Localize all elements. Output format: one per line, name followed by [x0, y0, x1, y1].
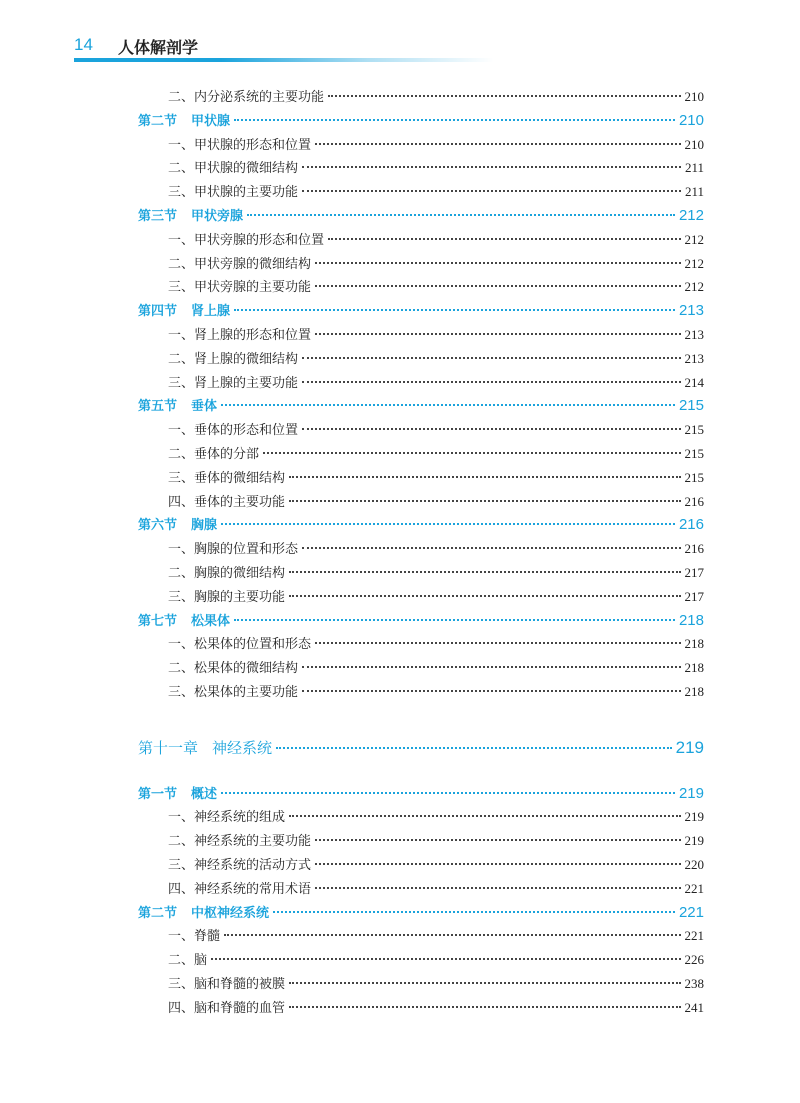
toc-entry[interactable] — [168, 491, 704, 510]
toc-entry[interactable] — [168, 348, 704, 367]
toc-entry[interactable] — [168, 806, 704, 825]
toc-entry[interactable] — [168, 276, 704, 295]
toc-label: 二、神经系统的主要功能 — [168, 834, 312, 850]
header-rule — [74, 58, 494, 62]
toc-section[interactable] — [138, 610, 704, 629]
dot-leader — [273, 911, 675, 913]
toc-label: 一、肾上腺的形态和位置 — [168, 328, 312, 343]
toc-chapter[interactable] — [138, 737, 704, 758]
toc-title: 甲状旁腺 — [191, 209, 244, 224]
dot-leader — [263, 452, 680, 454]
dot-leader — [289, 815, 680, 817]
toc-label: 三、神经系统的活动方式 — [168, 858, 312, 873]
toc-entry[interactable] — [168, 324, 704, 343]
toc-label: 四、神经系统的常用术语 — [168, 881, 312, 897]
dot-leader — [289, 476, 680, 478]
dot-leader — [289, 595, 680, 597]
toc-label — [138, 514, 217, 533]
toc-number: 第五节 — [138, 399, 178, 415]
dot-leader — [302, 666, 680, 668]
toc-page-number: 213 — [684, 327, 704, 342]
toc-number: 第二节 — [138, 113, 178, 129]
book-title: 人体解剖学 — [118, 38, 199, 57]
toc-label: 二、脑 — [168, 953, 208, 969]
toc-page-number: 210 — [684, 136, 704, 152]
toc-page-number: 217 — [684, 565, 704, 580]
toc-page-number: 221 — [684, 928, 704, 944]
toc-label: 二、肾上腺的微细结构 — [168, 351, 299, 367]
toc-page-number: 217 — [684, 588, 704, 604]
toc-label: 三、垂体的微细结构 — [168, 470, 286, 486]
toc-label: 一、神经系统的组成 — [168, 810, 286, 826]
toc-label — [138, 610, 230, 629]
dot-leader — [289, 500, 680, 502]
toc-page-number: 218 — [678, 611, 704, 629]
toc-page-number: 221 — [684, 880, 704, 896]
toc-page-number: 218 — [684, 684, 704, 699]
toc-page-number: 212 — [684, 279, 704, 295]
toc-section[interactable] — [138, 110, 704, 129]
toc-entry[interactable] — [168, 586, 704, 605]
toc-label: 一、胸腺的位置和形态 — [168, 542, 299, 558]
toc-page-number: 215 — [684, 469, 704, 485]
dot-leader — [234, 619, 675, 621]
toc-section[interactable] — [138, 514, 704, 533]
dot-leader — [302, 166, 681, 168]
toc-entry[interactable] — [168, 633, 704, 652]
toc-entry[interactable] — [168, 253, 704, 272]
dot-leader — [289, 571, 680, 573]
toc-label: 三、脑和脊髓的被膜 — [168, 977, 286, 992]
toc-section[interactable] — [138, 300, 704, 319]
toc-page-number: 216 — [678, 516, 704, 534]
dot-leader — [302, 190, 681, 192]
toc-entry[interactable] — [168, 878, 704, 897]
toc-title: 神经系统 — [212, 738, 273, 757]
toc-section[interactable] — [138, 783, 704, 802]
dot-leader — [224, 934, 680, 936]
toc-entry[interactable] — [168, 949, 704, 968]
toc-label — [138, 395, 217, 414]
toc-page-number: 216 — [684, 541, 704, 557]
toc-title: 松果体 — [191, 613, 231, 629]
dot-leader — [247, 214, 675, 216]
toc-label: 三、甲状旁腺的主要功能 — [168, 280, 312, 296]
dot-leader — [221, 792, 675, 794]
dot-leader — [234, 119, 675, 121]
toc-label: 四、垂体的主要功能 — [168, 494, 286, 510]
toc-label: 一、垂体的形态和位置 — [168, 423, 299, 439]
toc-label: 三、甲状腺的主要功能 — [168, 185, 299, 201]
toc-title: 甲状腺 — [191, 113, 231, 129]
toc-entry[interactable] — [168, 562, 704, 581]
dot-leader — [328, 95, 680, 97]
toc-label — [138, 205, 243, 224]
toc-page-number: 219 — [678, 784, 704, 802]
toc-page-number: 212 — [684, 231, 704, 247]
toc-entry[interactable] — [168, 443, 704, 462]
dot-leader — [315, 285, 680, 287]
toc-title: 肾上腺 — [191, 304, 231, 320]
toc-entry[interactable] — [168, 657, 704, 676]
toc-section[interactable] — [138, 395, 704, 414]
dot-leader — [315, 887, 680, 889]
toc-page-number: 238 — [684, 976, 704, 991]
dot-leader — [302, 381, 680, 383]
toc-entry[interactable] — [168, 973, 704, 992]
toc-page-number: 215 — [684, 422, 704, 438]
toc-label: 三、肾上腺的主要功能 — [168, 375, 299, 391]
page-header — [0, 0, 800, 64]
toc-page-number: 215 — [678, 397, 704, 415]
toc-number: 第四节 — [138, 304, 178, 320]
toc-label — [138, 300, 230, 319]
dot-leader — [315, 262, 680, 264]
toc-entry[interactable] — [168, 229, 704, 248]
toc-entry[interactable] — [168, 681, 704, 700]
toc-number: 第一节 — [138, 786, 178, 802]
toc-page-number: 215 — [684, 446, 704, 461]
toc-label — [138, 902, 269, 921]
toc-page-number: 213 — [678, 302, 704, 320]
toc-page-number: 214 — [684, 374, 704, 390]
dot-leader — [211, 958, 680, 960]
dot-leader — [315, 839, 680, 841]
toc-entry[interactable] — [168, 134, 704, 153]
toc-page-number: 216 — [684, 493, 704, 509]
toc-number: 第三节 — [138, 209, 178, 224]
toc-page-number: 211 — [684, 160, 704, 176]
dot-leader — [289, 1006, 680, 1008]
toc-title: 概述 — [191, 786, 218, 802]
dot-leader — [221, 404, 675, 406]
toc-label: 一、松果体的位置和形态 — [168, 637, 312, 653]
toc-page-number: 212 — [684, 255, 704, 271]
toc-label — [138, 110, 230, 129]
dot-leader — [302, 357, 680, 359]
toc-entry[interactable] — [168, 997, 704, 1016]
toc-page-number: 241 — [684, 999, 704, 1015]
toc-title: 垂体 — [191, 399, 218, 415]
toc-label: 三、松果体的主要功能 — [168, 685, 299, 700]
toc-entry[interactable] — [168, 830, 704, 849]
toc-entry[interactable] — [168, 419, 704, 438]
dot-leader — [302, 547, 680, 549]
toc-page-number: 221 — [678, 903, 704, 921]
toc-label: 二、垂体的分部 — [168, 447, 260, 462]
toc-title: 中枢神经系统 — [191, 905, 270, 921]
dot-leader — [315, 863, 680, 865]
dot-leader — [234, 309, 675, 311]
toc-entry[interactable] — [168, 372, 704, 391]
toc-title: 胸腺 — [191, 518, 218, 534]
dot-leader — [302, 690, 680, 692]
toc-section[interactable] — [138, 205, 704, 224]
toc-page-number: 213 — [684, 350, 704, 366]
toc-entry[interactable] — [168, 86, 704, 105]
toc-page-number: 219 — [684, 833, 704, 849]
toc-entry[interactable] — [168, 467, 704, 486]
toc-page-number: 210 — [678, 111, 704, 129]
toc-number: 第七节 — [138, 613, 178, 629]
dot-leader — [289, 982, 680, 984]
toc-label: 二、松果体的微细结构 — [168, 661, 299, 677]
toc-label: 一、甲状旁腺的形态和位置 — [168, 232, 325, 248]
toc-page-number: 218 — [684, 636, 704, 652]
toc-section[interactable] — [138, 902, 704, 921]
toc-label — [138, 783, 217, 802]
toc-number: 第六节 — [138, 518, 178, 534]
toc-number: 第二节 — [138, 905, 178, 921]
toc-label: 二、甲状腺的微细结构 — [168, 161, 299, 177]
dot-leader — [276, 747, 672, 749]
toc-label: 二、甲状旁腺的微细结构 — [168, 256, 312, 272]
toc-label: 二、胸腺的微细结构 — [168, 566, 286, 581]
dot-leader — [315, 143, 680, 145]
toc-entry[interactable] — [168, 854, 704, 873]
dot-leader — [221, 523, 675, 525]
toc-entry[interactable] — [168, 538, 704, 557]
toc-page-number: 219 — [675, 737, 704, 757]
dot-leader — [315, 642, 680, 644]
toc-entry[interactable] — [168, 157, 704, 176]
toc-label: 一、甲状腺的形态和位置 — [168, 137, 312, 153]
toc-page-number: 211 — [684, 184, 704, 200]
dot-leader — [328, 238, 680, 240]
toc-page-number: 219 — [684, 809, 704, 825]
toc-label — [138, 737, 272, 758]
toc-label: 三、胸腺的主要功能 — [168, 589, 286, 605]
toc-label: 二、内分泌系统的主要功能 — [168, 90, 325, 105]
toc-entry[interactable] — [168, 181, 704, 200]
toc-page-number: 212 — [678, 207, 704, 224]
toc-page-number: 218 — [684, 660, 704, 676]
toc-page-number: 210 — [684, 89, 704, 104]
dot-leader — [315, 333, 680, 335]
toc-entry[interactable] — [168, 925, 704, 944]
dot-leader — [302, 428, 680, 430]
toc-number: 第十一章 — [138, 738, 199, 757]
toc-label: 四、脑和脊髓的血管 — [168, 1000, 286, 1016]
toc-page-number: 226 — [684, 952, 704, 968]
toc-page-number: 220 — [684, 857, 704, 872]
page-number: 14 — [74, 35, 93, 54]
toc-label: 一、脊髓 — [168, 929, 221, 945]
